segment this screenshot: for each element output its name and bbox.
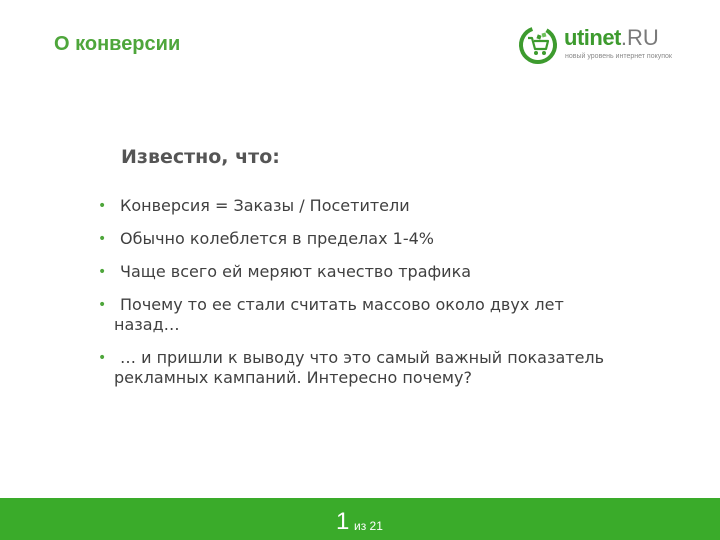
footer-bar — [0, 498, 720, 540]
bullet-text: Конверсия = Заказы / Посетители — [120, 196, 410, 215]
logo-domain: .RU — [620, 25, 659, 50]
page-total: из 21 — [354, 519, 383, 533]
bullet-dot-icon: • — [98, 264, 107, 280]
list-item — [98, 229, 678, 249]
bullet-text: Обычно колеблется в пределах 1-4% — [120, 229, 434, 248]
list-item — [98, 295, 614, 335]
bullet-text: … и пришли к выводу что это самый важный показатель рекламных кампаний. Интересно почему? — [114, 348, 605, 387]
bullet-dot-icon: • — [98, 350, 107, 366]
page-number: 1 — [336, 508, 350, 535]
shopping-cart-logo-icon — [517, 24, 559, 66]
section-heading: Известно, что: — [121, 146, 280, 168]
bullet-text: Чаще всего ей меряют качество трафика — [120, 262, 472, 281]
list-item — [98, 262, 678, 282]
logo-tagline: новый уровень интернет покупок — [565, 53, 672, 60]
slide-title: О конверсии — [54, 33, 181, 55]
list-item — [98, 348, 674, 388]
bullet-dot-icon: • — [98, 297, 107, 313]
logo-wordmark — [564, 25, 659, 51]
list-item — [98, 196, 678, 216]
bullet-dot-icon: • — [98, 231, 107, 247]
bullet-list — [98, 196, 678, 401]
utinet-logo — [517, 24, 697, 68]
bullet-dot-icon: • — [98, 198, 107, 214]
logo-brand: utinet — [564, 25, 621, 50]
bullet-text: Почему то ее стали считать массово около двух лет назад… — [114, 295, 564, 334]
